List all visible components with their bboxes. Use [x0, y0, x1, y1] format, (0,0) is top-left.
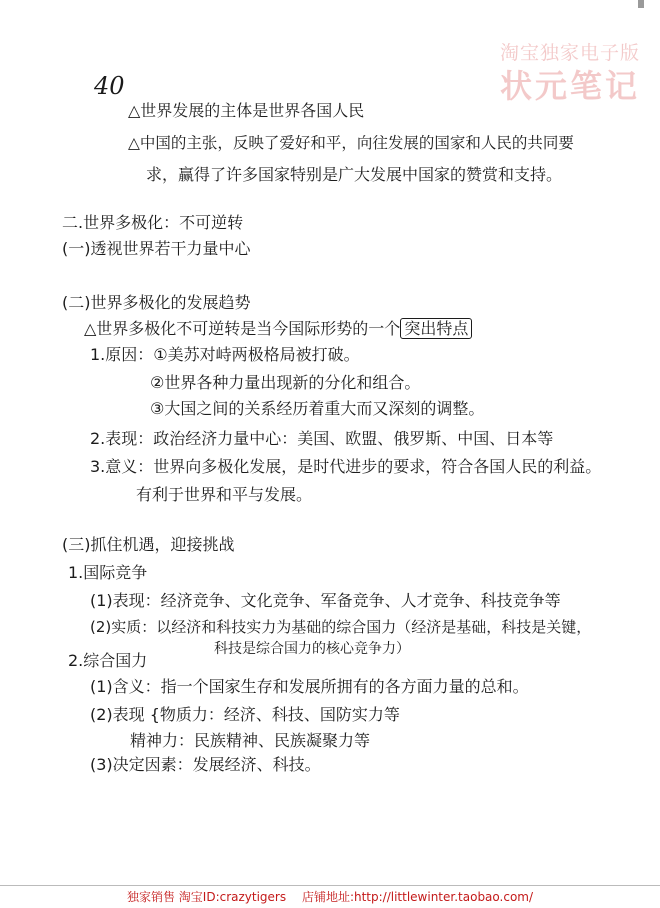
footer-seller: 独家销售 淘宝ID:crazytigers: [126, 890, 287, 904]
note-line: 科技是综合国力的核心竞争力）: [214, 641, 410, 657]
note-line: ②世界各种力量出现新的分化和组合。: [150, 373, 421, 392]
note-line: ③大国之间的关系经历着重大而又深刻的调整。: [150, 399, 485, 418]
watermark: [440, 40, 640, 106]
note-line: △世界发展的主体是世界各国人民: [128, 101, 365, 120]
watermark-line-2: 状元笔记: [499, 67, 640, 105]
note-line: (1)表现：经济竞争、文化竞争、军备竞争、人才竞争、科技竞争等: [90, 591, 561, 610]
note-line: [84, 318, 472, 340]
subsection-heading: (一)透视世界若干力量中心: [62, 239, 251, 258]
note-line: 1.原因：①美苏对峙两极格局被打破。: [90, 345, 360, 364]
note-line: 3.意义：世界向多极化发展，是时代进步的要求，符合各国人民的利益。: [90, 457, 602, 476]
footer-store-link[interactable]: 店铺地址:http://littlewinter.taobao.com/: [301, 890, 534, 904]
note-line: 2.综合国力: [68, 651, 148, 670]
note-line: △中国的主张，反映了爱好和平，向往发展的国家和人民的共同要: [128, 134, 574, 152]
subsection-heading: (三)抓住机遇，迎接挑战: [62, 535, 235, 554]
scan-edge-mark: [638, 0, 644, 8]
note-text: △世界多极化不可逆转是当今国际形势的一个: [84, 319, 401, 338]
note-line: (2)表现 {物质力：经济、科技、国防实力等: [90, 705, 400, 724]
note-line: (3)决定因素：发展经济、科技。: [90, 755, 321, 774]
note-line: 求，赢得了许多国家特别是广大发展中国家的赞赏和支持。: [146, 165, 563, 184]
subsection-heading: (二)世界多极化的发展趋势: [62, 293, 251, 312]
watermark-line-1: 淘宝独家电子版: [499, 42, 640, 64]
boxed-key-term: 突出特点: [400, 318, 472, 339]
note-line: (2)实质：以经济和科技实力为基础的综合国力（经济是基础，科技是关键，: [90, 618, 592, 636]
note-line: 2.表现：政治经济力量中心：美国、欧盟、俄罗斯、中国、日本等: [90, 429, 554, 448]
footer-divider: [0, 885, 660, 886]
note-line: (1)含义：指一个国家生存和发展所拥有的各方面力量的总和。: [90, 677, 529, 696]
footer: [0, 889, 660, 905]
note-line: 有利于世界和平与发展。: [136, 485, 313, 504]
page-number: 40: [94, 72, 125, 100]
note-line: 精神力：民族精神、民族凝聚力等: [130, 731, 371, 750]
section-heading: 二.世界多极化：不可逆转: [62, 213, 244, 232]
note-line: 1.国际竞争: [68, 563, 148, 582]
